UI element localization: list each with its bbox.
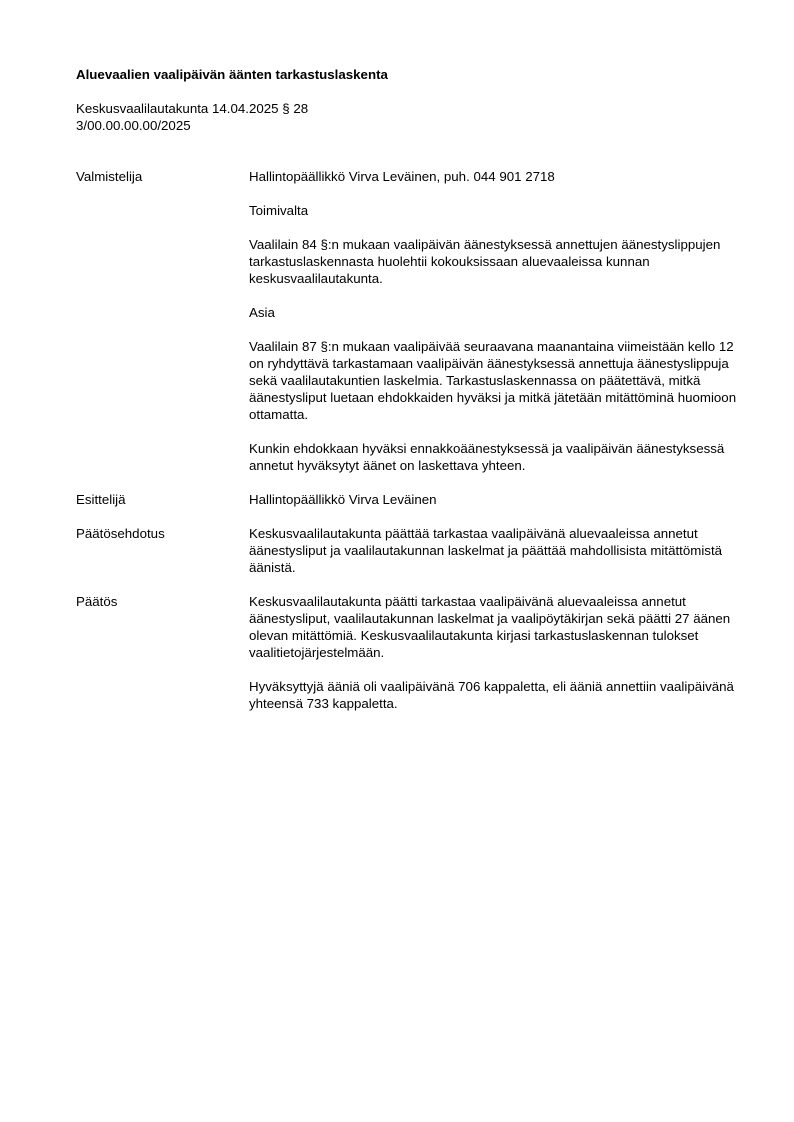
preparer-line: Hallintopäällikkö Virva Leväinen, puh. 044 901 2718 (249, 169, 555, 184)
document-page (76, 66, 746, 729)
decision-paragraph: Keskusvaalilautakunta päätti tarkastaa vaalipäivänä aluevaaleissa annetut äänestysliput, vaalilautakunnan laskelmat ja vaalipöytäkirjan sekä päätti 27 äänen olevan mitättömiä. Keskusvaalilautakunta kirjasi tarkastuslaskennan tulokset vaalitietojärjestelmään. (249, 594, 731, 660)
document-meta (76, 100, 746, 134)
proposal-paragraph: Keskusvaalilautakunta päättää tarkastaa vaalipäivänä aluevaaleissa annetut äänestysliput ja vaalilautakunnan laskelmat ja päättää mahdollisista mitättömistä äänistä. (249, 526, 723, 575)
document-title: Aluevaalien vaalipäivän äänten tarkastuslaskenta (76, 67, 388, 82)
paragraph-votes-summing: Kunkin ehdokkaan hyväksi ennakkoäänestyksessä ja vaalipäivän äänestyksessä annetut hyväksytyt äänet on laskettava yhteen. (249, 441, 725, 473)
section-label: Valmistelija (76, 169, 143, 184)
section-valmistelija (76, 168, 746, 474)
section-content (249, 525, 739, 576)
paragraph-asia: Vaalilain 87 §:n mukaan vaalipäivää seuraavana maanantaina viimeistään kello 12 on ryhdyttävä tarkastamaan vaalipäivän äänestyksessä annettuja äänestyslippuja sekä vaalilautakuntien laskelmia. Tarkastuslaskennassa on päätettävä, mitkä äänestysliput luetaan ehdokkaiden hyväksi ja mitkä jätetään mitättöminä huomioon ottamatta. (249, 339, 737, 422)
subheading-asia: Asia (249, 305, 275, 320)
meeting-reference: Keskusvaalilautakunta 14.04.2025 § 28 (76, 101, 309, 116)
section-label: Päätös (76, 594, 118, 609)
section-esittelija (76, 491, 746, 508)
section-label: Päätösehdotus (76, 526, 165, 541)
document-sections (76, 168, 746, 712)
case-number: 3/00.00.00.00/2025 (76, 118, 191, 133)
subheading-toimivalta: Toimivalta (249, 203, 309, 218)
section-content (249, 593, 739, 712)
section-content (249, 491, 739, 508)
vote-count-paragraph: Hyväksyttyjä ääniä oli vaalipäivänä 706 kappaletta, eli ääniä annettiin vaalipäivänä yhteensä 733 kappaletta. (249, 679, 734, 711)
paragraph-toimivalta: Vaalilain 84 §:n mukaan vaalipäivän äänestyksessä annettujen äänestyslippujen tarkastuslaskennasta huolehtii kokouksissaan aluevaaleissa kunnan keskusvaalilautakunta. (249, 237, 721, 286)
section-content (249, 168, 739, 474)
section-paatos (76, 593, 746, 712)
section-label: Esittelijä (76, 492, 126, 507)
section-paatosehdotus (76, 525, 746, 576)
presenter-line: Hallintopäällikkö Virva Leväinen (249, 492, 437, 507)
